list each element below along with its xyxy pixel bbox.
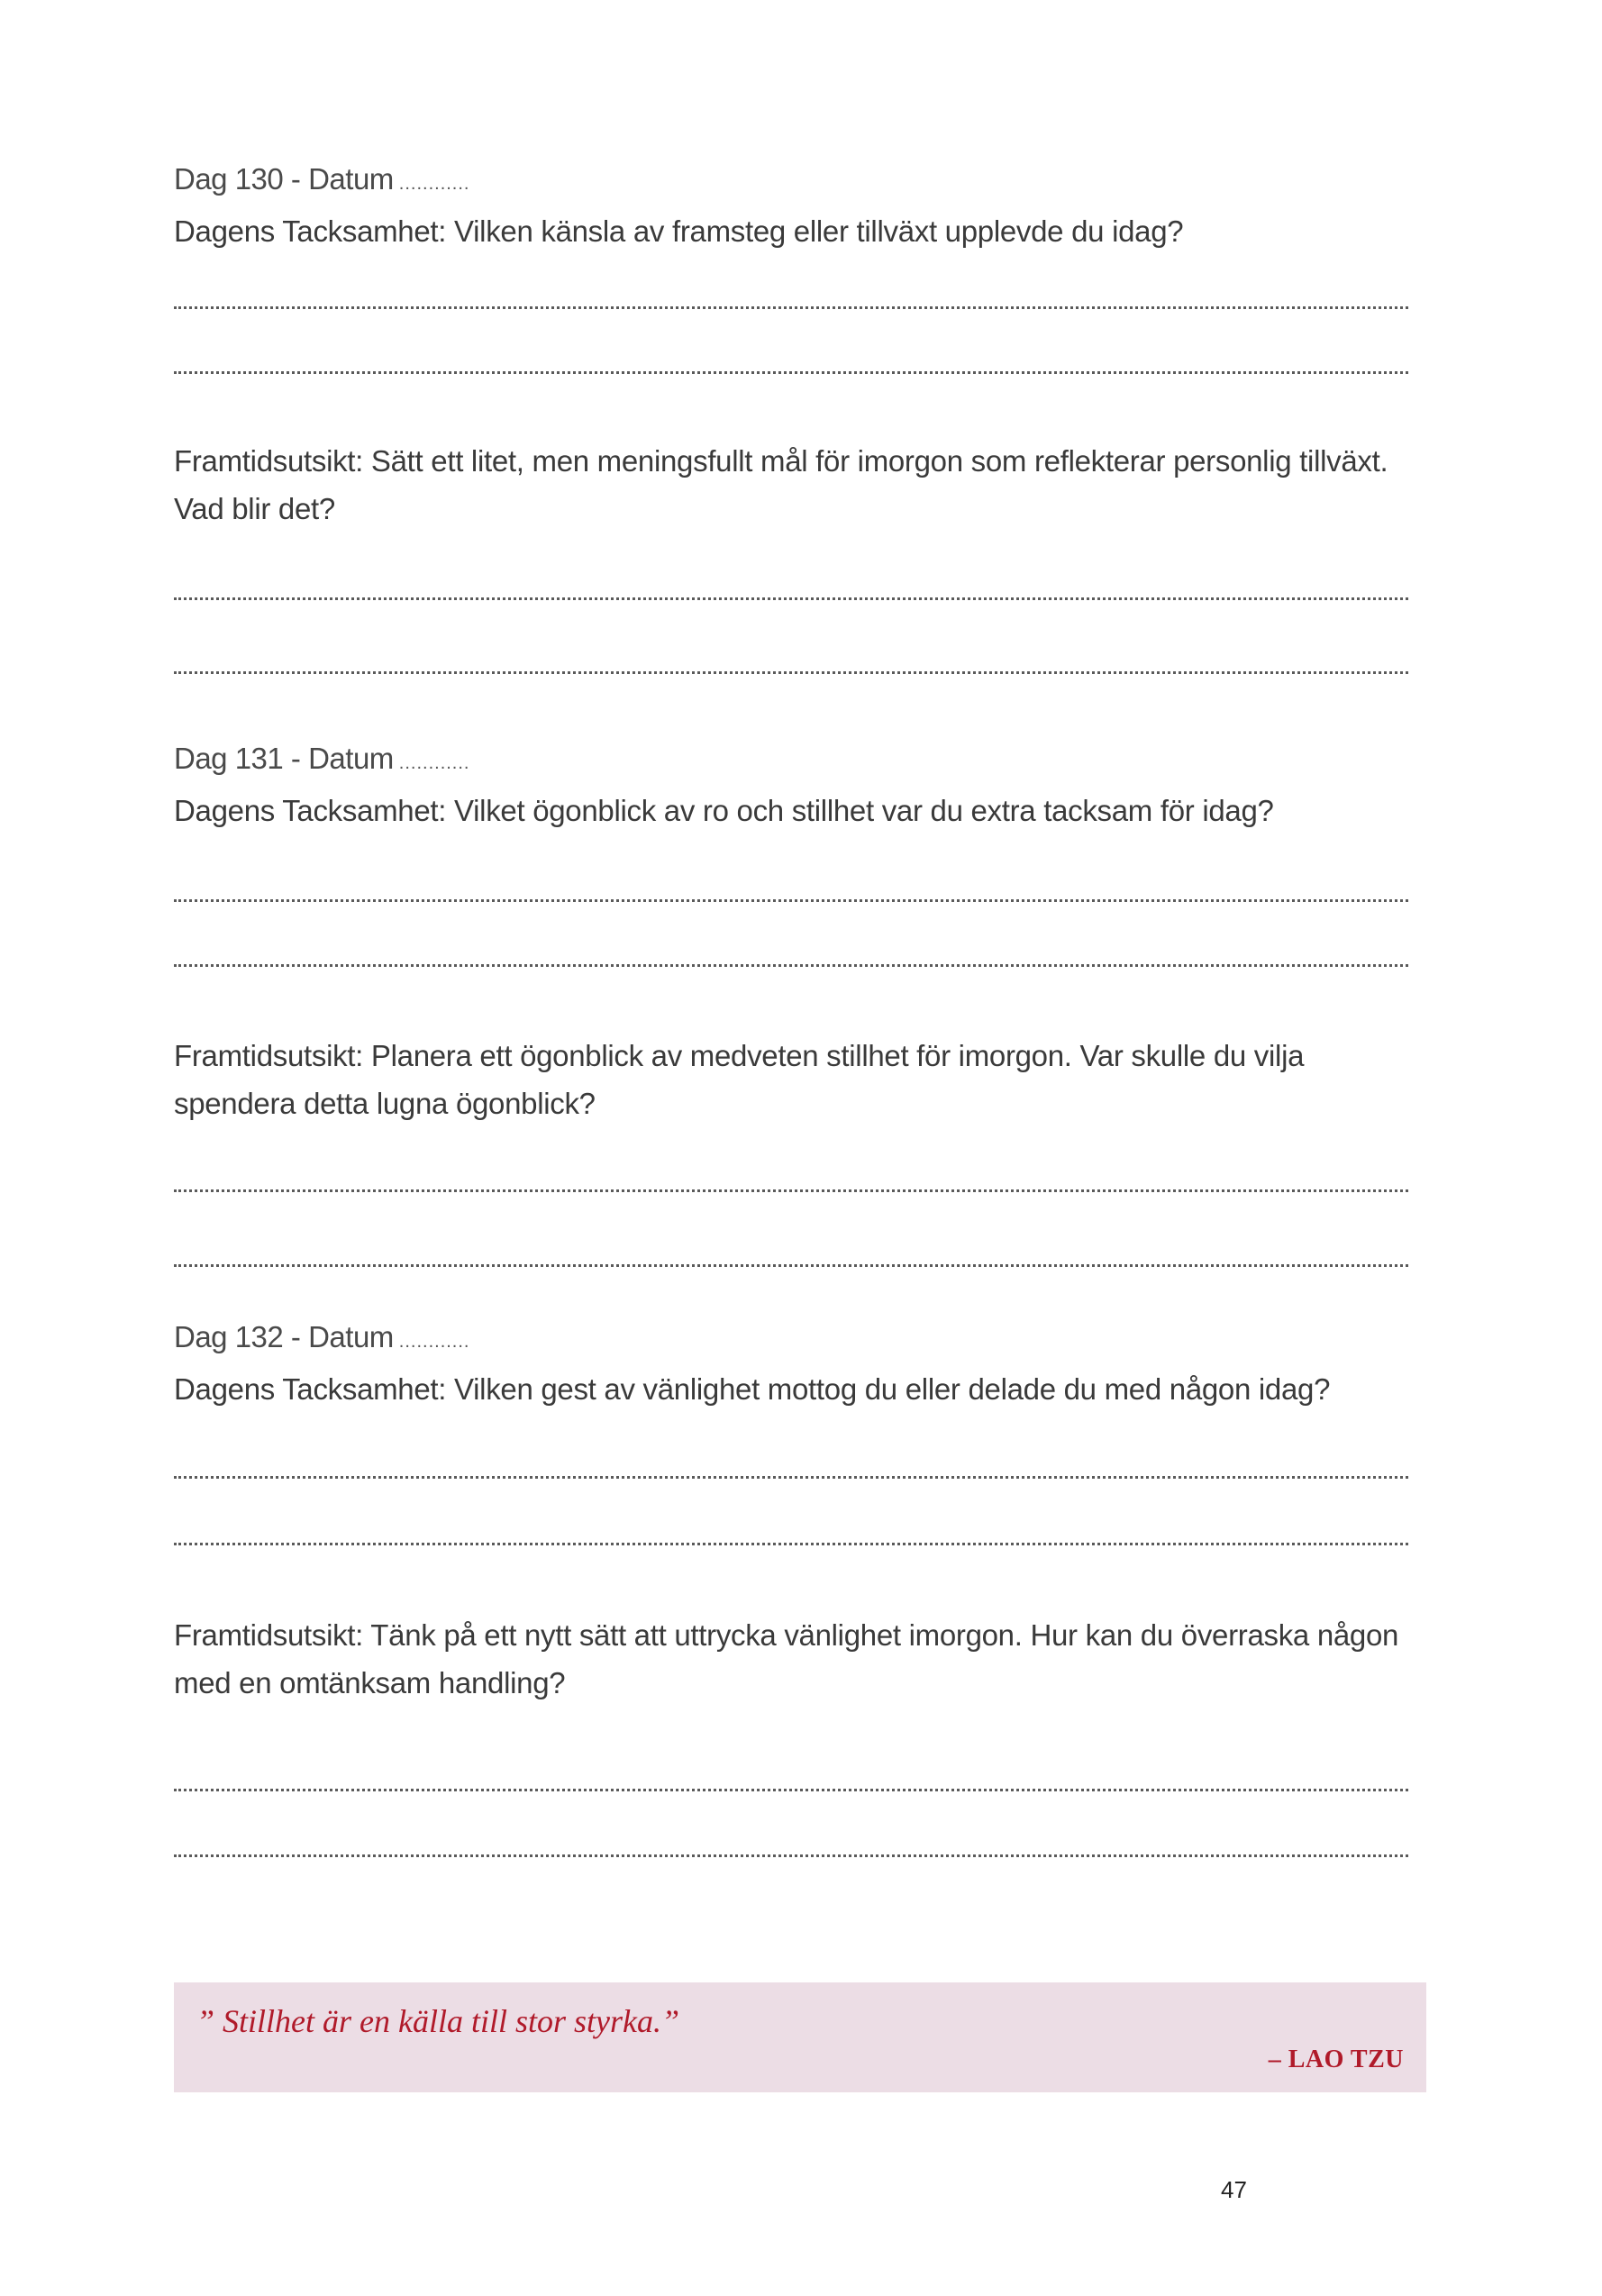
- quote-author: – LAO TZU: [1268, 2045, 1404, 2073]
- outlook-prompt: Framtidsutsikt: Sätt ett litet, men meningsfullt mål för imorgon som reflekterar personlig tillväxt. Vad blir det?: [174, 444, 1388, 525]
- answer-line[interactable]: [174, 1854, 1408, 1857]
- day-132-title: [174, 1320, 469, 1354]
- page-number: 47: [1221, 2176, 1247, 2203]
- answer-line[interactable]: [174, 899, 1408, 902]
- date-blank: ............: [398, 1332, 470, 1352]
- quote-box: [174, 1982, 1426, 2092]
- day-130-title: [174, 162, 469, 196]
- gratitude-prompt: Dagens Tacksamhet: Vilket ögonblick av ro och stillhet var du extra tacksam för idag?: [174, 794, 1274, 827]
- date-blank: ............: [398, 174, 470, 194]
- day-label: Dag 131 - Datum: [174, 742, 394, 775]
- day-131-title: [174, 742, 469, 776]
- answer-line[interactable]: [174, 597, 1408, 600]
- journal-page: [174, 0, 1426, 2296]
- gratitude-prompt: Dagens Tacksamhet: Vilken känsla av framsteg eller tillväxt upplevde du idag?: [174, 214, 1184, 248]
- answer-line[interactable]: [174, 1543, 1408, 1545]
- outlook-prompt: Framtidsutsikt: Planera ett ögonblick av medveten stillhet för imorgon. Var skulle du vilja spendera detta lugna ögonblick?: [174, 1039, 1305, 1120]
- day-label: Dag 132 - Datum: [174, 1320, 394, 1353]
- outlook-prompt: Framtidsutsikt: Tänk på ett nytt sätt att uttrycka vänlighet imorgon. Hur kan du överraska någon med en omtänksam handling?: [174, 1618, 1399, 1699]
- answer-line[interactable]: [174, 306, 1408, 309]
- answer-line[interactable]: [174, 1264, 1408, 1267]
- date-blank: ............: [398, 753, 470, 773]
- answer-line[interactable]: [174, 964, 1408, 967]
- answer-line[interactable]: [174, 371, 1408, 374]
- answer-line[interactable]: [174, 1189, 1408, 1192]
- answer-line[interactable]: [174, 1476, 1408, 1479]
- gratitude-prompt: Dagens Tacksamhet: Vilken gest av vänlighet mottog du eller delade du med någon idag?: [174, 1372, 1331, 1406]
- answer-line[interactable]: [174, 1789, 1408, 1791]
- quote-text: ” Stillhet är en källa till stor styrka.”: [196, 2003, 680, 2039]
- day-label: Dag 130 - Datum: [174, 162, 394, 196]
- answer-line[interactable]: [174, 671, 1408, 674]
